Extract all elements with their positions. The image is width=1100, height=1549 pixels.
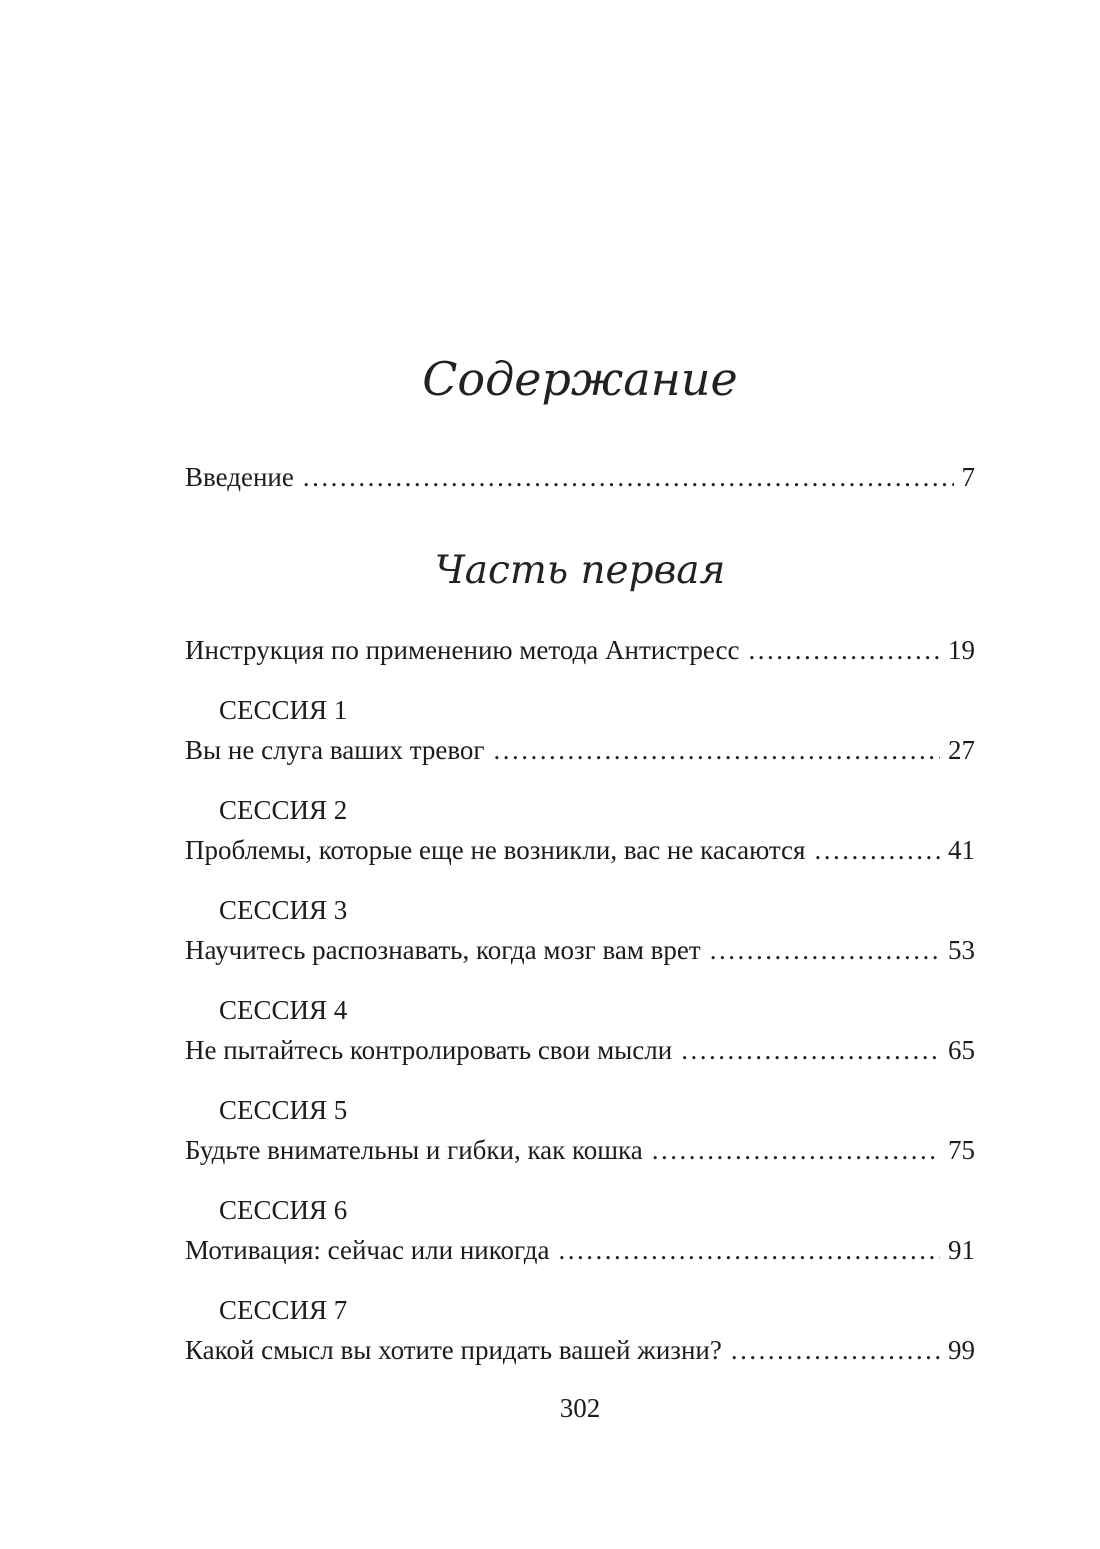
session-heading: СЕССИЯ 2 bbox=[219, 794, 348, 825]
toc-entry bbox=[185, 830, 975, 870]
dot-leader bbox=[652, 1130, 940, 1170]
toc-entry-label: Какой смысл вы хотите придать вашей жизни? bbox=[185, 1334, 722, 1365]
dot-leader bbox=[681, 1030, 940, 1070]
dot-leader bbox=[493, 730, 940, 770]
toc-entry-page: 75 bbox=[948, 1134, 975, 1165]
toc-session-block bbox=[185, 1090, 975, 1170]
toc-session-block bbox=[185, 890, 975, 970]
toc-entry-label: Инструкция по применению метода Антистресс bbox=[185, 634, 740, 665]
session-heading: СЕССИЯ 4 bbox=[219, 994, 348, 1025]
toc-session-block bbox=[185, 1190, 975, 1270]
toc-entry bbox=[185, 1030, 975, 1070]
toc-entry-label: Проблемы, которые еще не возникли, вас не касаются bbox=[185, 834, 806, 865]
toc-entry-label: Не пытайтесь контролировать свои мысли bbox=[185, 1034, 673, 1065]
toc-entry-label: Введение bbox=[185, 462, 294, 493]
toc-entry bbox=[185, 730, 975, 770]
session-heading: СЕССИЯ 6 bbox=[219, 1194, 348, 1225]
toc-entry-page: 99 bbox=[948, 1334, 975, 1365]
toc-entry-label: Научитесь распознавать, когда мозг вам врет bbox=[185, 934, 701, 965]
toc-entry-page: 65 bbox=[948, 1034, 975, 1065]
dot-leader bbox=[710, 930, 940, 970]
toc-entry bbox=[185, 630, 975, 670]
toc-session-block bbox=[185, 1290, 975, 1370]
toc-entry-page: 27 bbox=[948, 734, 975, 765]
toc-entry bbox=[185, 1130, 975, 1170]
toc-entry-label: Мотивация: сейчас или никогда bbox=[185, 1234, 550, 1265]
dot-leader bbox=[814, 830, 940, 870]
toc-entry-intro bbox=[185, 457, 975, 497]
toc-entry bbox=[185, 1330, 975, 1370]
part-heading: Часть первая bbox=[434, 548, 726, 594]
dot-leader bbox=[731, 1330, 940, 1370]
toc-entry-page: 19 bbox=[948, 634, 975, 665]
toc-entry-page: 53 bbox=[948, 934, 975, 965]
toc-entry-page: 91 bbox=[948, 1234, 975, 1265]
toc-entry-page: 41 bbox=[948, 834, 975, 865]
dot-leader bbox=[303, 457, 954, 497]
toc-entry-label: Вы не слуга ваших тревог bbox=[185, 734, 485, 765]
toc-entry bbox=[185, 1230, 975, 1270]
session-heading: СЕССИЯ 3 bbox=[219, 894, 348, 925]
toc-session-block bbox=[185, 690, 975, 770]
toc-title: Содержание bbox=[422, 352, 738, 406]
session-heading: СЕССИЯ 1 bbox=[219, 694, 348, 725]
session-heading: СЕССИЯ 5 bbox=[219, 1094, 348, 1125]
dot-leader bbox=[558, 1230, 940, 1270]
session-heading: СЕССИЯ 7 bbox=[219, 1294, 348, 1325]
dot-leader bbox=[748, 630, 940, 670]
toc-entry-label: Будьте внимательны и гибки, как кошка bbox=[185, 1134, 643, 1165]
footer-page-number: 302 bbox=[559, 1393, 601, 1423]
toc-session-block bbox=[185, 790, 975, 870]
toc-entry-page: 7 bbox=[961, 462, 975, 493]
toc-entry bbox=[185, 930, 975, 970]
toc-session-block bbox=[185, 990, 975, 1070]
